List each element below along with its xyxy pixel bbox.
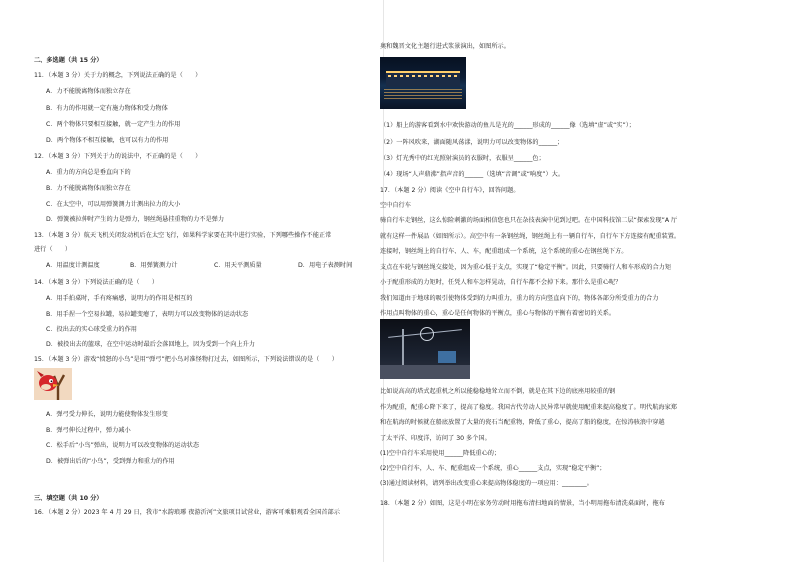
q15-option-c: C．松手后“小鸟”弹出，说明力可以改变物体的运动状态 <box>46 442 200 449</box>
q17-sub-2: (2)空中自行车，人、车、配重组成一个系统，重心______支点，实现“稳定平衡”； <box>380 465 606 472</box>
question-12-stem: 12．（本题 3 分）下列关于力的说法中，不正确的是（ ） <box>34 153 202 160</box>
passage-para1-line3: 连接时，钢丝绳上的自行车、人、车，配重组成一个系统，这个系统的重心在钢丝绳下方。 <box>380 248 628 255</box>
q16-sub-2: （2）一阵风吹来，湖面随风荡漾，说明力可以改变物体的______； <box>380 139 564 146</box>
q12-option-b: B．力不能脱离物体而独立存在 <box>46 185 131 192</box>
question-16-stem: 16．（本题 2 分）2023 年 4 月 29 日，我市“水韵琅琊 夜游沂河”文旅项目试营业，游客可乘船观看全国首部示 <box>34 509 340 516</box>
multi-choice-section-header: 二、多选题（共 15 分） <box>34 57 103 64</box>
q16-sub-4: （4）现场“人声鼎沸”指声音的______（选填“音调”或“响度”）大。 <box>380 171 565 178</box>
q15-option-d: D．被弹出后的“小鸟”，受到弹力和重力的作用 <box>46 458 175 465</box>
q14-option-d: D．被投出去的篮球，在空中运动时最后会落回地上，因为受到一个向上升力 <box>46 341 255 348</box>
q15-option-a: A．弹弓受力伸长，说明力能使物体发生形变 <box>46 411 168 418</box>
q11-option-a: A．力不能脱离物体而独立存在 <box>46 88 131 95</box>
q11-option-b: B．有力的作用就一定有施力物体和受力物体 <box>46 105 168 112</box>
passage-para1-line2: 就有这样一件展品（如图所示）。高空中有一条钢丝绳，钢丝绳上有一辆自行车，自行车下方连接有配重装置。 <box>380 233 681 240</box>
passage-para1-line4: 支点在车轮与钢丝绳交接处，因为重心低于支点，实现了“稳定平衡”。因此，只要骑行人和车形成的合力矩 <box>380 264 672 271</box>
passage-para1-line6: 我们知道由于地球的吸引使物体受到的力叫重力，重力的方向竖直向下的，物体各部分所受重力的合力 <box>380 295 659 302</box>
passage-para2-line1: 比如说高高的塔式起重机之所以能稳稳地耸立而不倒，就是在其下边的底座用较重的钢 <box>380 388 616 395</box>
fill-blank-section-header: 三、填空题（共 10 分） <box>34 495 103 502</box>
q14-option-b: B．用手捏一个空易拉罐，易拉罐变瘪了，表明力可以改变物体的运动状态 <box>46 311 249 318</box>
q13-options-row <box>34 260 382 269</box>
question-16-stem-continued: 奥和魏晋文化主题行进式浆景演出，如图所示。 <box>380 43 510 50</box>
q14-option-c: C．投出去的实心球受重力的作用 <box>46 326 137 333</box>
q12-option-c: C．在太空中，可以用弹簧测力计测出拉力的大小 <box>46 201 181 208</box>
q13-option-d: D．用电子表测时间 <box>298 262 353 269</box>
passage-para1-line1: 骑自行车走钢丝，这么惊险刺激的场面相信您也只在杂技表演中见到过吧。在中国科技馆二层“探索发现”A 厅 <box>380 217 678 224</box>
q13-option-a: A．用温度计测温度 <box>46 262 100 269</box>
q16-sub-1: （1）船上的游客看到水中欢快游动的鱼儿是光的______形成的______像（选填“虚”或“实”）； <box>380 122 635 129</box>
q17-sub-3: (3)通过阅读材料，请列举出改变重心来提高物体稳度的一项应用：________。 <box>380 480 593 487</box>
sky-bicycle-exhibit-photo <box>380 319 470 379</box>
q17-sub-1: (1)空中自行车采用使用______降低重心的； <box>380 450 501 457</box>
q15-option-b: B．弹弓伸长过程中，弹力减小 <box>46 427 131 434</box>
q11-option-c: C．两个物体只要相互接触，就一定产生力的作用 <box>46 121 181 128</box>
night-river-performance-photo <box>380 57 466 109</box>
question-17-stem: 17．（本题 2 分）阅读《空中自行车》，回答问题。 <box>380 187 520 194</box>
q16-sub-3: （3）灯光秀中的红光照射演员的衣服时，衣服呈______色； <box>380 155 545 162</box>
question-11-stem: 11．（本题 3 分）关于力的概念，下列说法正确的是（ ） <box>34 72 202 79</box>
q13-option-c: C．用天平测质量 <box>214 262 262 269</box>
question-13-stem-line2: 进行（ ） <box>34 246 72 253</box>
question-18-stem: 18．（本题 2 分）如图，这是小明在家务劳动时用拖布清扫地面的情景，当小明用拖布清洗桌面时，拖布 <box>380 500 665 507</box>
question-14-stem: 14．（本题 3 分）下列说法正确的是（ ） <box>34 279 159 286</box>
q12-option-d: D．弹簧被拉伸时产生的力是弹力，钢丝绳悬挂重物的力不是弹力 <box>46 216 225 223</box>
q11-option-d: D．两个物体不相互接触，也可以有力的作用 <box>46 137 169 144</box>
q12-option-a: A．重力的方向总是垂直向下的 <box>46 169 131 176</box>
q13-option-b: B．用弹簧测力计 <box>130 262 178 269</box>
question-13-stem-line1: 13．（本题 3 分）航天飞机关闭发动机后在太空飞行，如果科学家要在其中进行实验，下列哪些操作不能正常 <box>34 232 332 239</box>
passage-title: 空中自行车 <box>380 202 411 209</box>
question-15-stem: 15．（本题 3 分）游戏“愤怒的小鸟”是用“弹弓”把小鸟对准怪物打过去，如图所示，下列说法错误的是（ ） <box>34 356 338 363</box>
passage-para1-line7: 作用点叫物体的重心，重心是任何物体的平衡点，重心与物体的平衡有着密切的关系。 <box>380 310 616 317</box>
q14-option-a: A．用手拍桌时，手有疼痛感，说明力的作用是相互的 <box>46 295 193 302</box>
angry-bird-slingshot-image <box>34 368 72 400</box>
passage-para2-line4: 了太平洋、印度洋，访问了 30 多个国。 <box>380 435 491 442</box>
passage-para2-line3: 和在航海的时候就在船底放置了大量的瓷石当配重物，降低了重心，提高了船的稳度，在惊涛骇浪中穿越 <box>380 419 665 426</box>
passage-para2-line2: 作为配重，配重心降下来了，提高了稳度。我国古代劳动人民异常早就使用配重来提高稳度了。明代航海家郑 <box>380 404 677 411</box>
passage-para1-line5: 小于配重形成的力矩时，任凭人和车怎样晃动，自行车都不会掉下来。那什么是重心呢？ <box>380 279 622 286</box>
